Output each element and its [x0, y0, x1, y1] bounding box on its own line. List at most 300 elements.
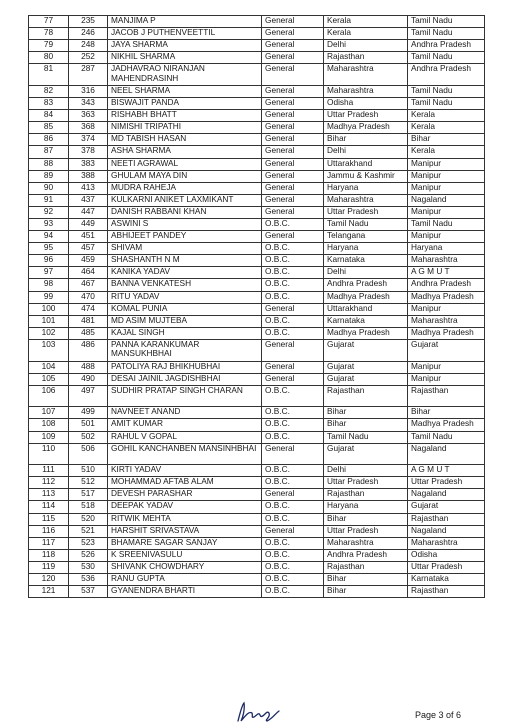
home-state-cell: Maharashtra	[324, 64, 408, 86]
allotted-cadre-cell: Manipur	[408, 206, 485, 218]
home-state-cell: Telangana	[324, 231, 408, 243]
table-row	[29, 158, 485, 170]
table-row	[29, 267, 485, 279]
home-state-cell: Rajasthan	[324, 561, 408, 573]
home-state-cell: Maharashtra	[324, 194, 408, 206]
table-row	[29, 327, 485, 339]
home-state-cell: Jammu & Kashmir	[324, 170, 408, 182]
home-state-cell: Andhra Pradesh	[324, 279, 408, 291]
serial-number-cell: 110	[29, 443, 69, 465]
allotted-cadre-cell: Tamil Nadu	[408, 28, 485, 40]
rank-cell: 521	[69, 525, 108, 537]
candidate-name-cell: KOMAL PUNIA	[108, 303, 262, 315]
rank-cell: 520	[69, 513, 108, 525]
category-cell: General	[262, 158, 324, 170]
table-row	[29, 16, 485, 28]
rank-cell: 459	[69, 255, 108, 267]
table-row	[29, 315, 485, 327]
home-state-cell: Kerala	[324, 28, 408, 40]
candidate-name-cell: MOHAMMAD AFTAB ALAM	[108, 477, 262, 489]
candidate-name-cell: BANNA VENKATESH	[108, 279, 262, 291]
allotted-cadre-cell: Manipur	[408, 373, 485, 385]
category-cell: General	[262, 98, 324, 110]
category-cell: General	[262, 194, 324, 206]
candidate-name-cell: DEVESH PARASHAR	[108, 489, 262, 501]
rank-cell: 537	[69, 586, 108, 598]
category-cell: O.B.C.	[262, 385, 324, 407]
candidate-name-cell: SHIVANK CHOWDHARY	[108, 561, 262, 573]
table-row	[29, 255, 485, 267]
category-cell: O.B.C.	[262, 574, 324, 586]
candidate-name-cell: NEETI AGRAWAL	[108, 158, 262, 170]
rank-cell: 512	[69, 477, 108, 489]
candidate-name-cell: BHAMARE SAGAR SANJAY	[108, 537, 262, 549]
candidate-name-cell: SUDHIR PRATAP SINGH CHARAN	[108, 385, 262, 407]
category-cell: General	[262, 231, 324, 243]
serial-number-cell: 95	[29, 243, 69, 255]
allotted-cadre-cell: Nagaland	[408, 443, 485, 465]
rank-cell: 502	[69, 431, 108, 443]
table-row	[29, 586, 485, 598]
table-row	[29, 339, 485, 361]
candidate-name-cell: JACOB J PUTHENVEETTIL	[108, 28, 262, 40]
home-state-cell: Bihar	[324, 574, 408, 586]
candidate-name-cell: MANJIMA P	[108, 16, 262, 28]
serial-number-cell: 107	[29, 407, 69, 419]
rank-cell: 383	[69, 158, 108, 170]
table-row	[29, 303, 485, 315]
category-cell: O.B.C.	[262, 327, 324, 339]
rank-cell: 451	[69, 231, 108, 243]
rank-cell: 248	[69, 40, 108, 52]
allotted-cadre-cell: Haryana	[408, 243, 485, 255]
home-state-cell: Andhra Pradesh	[324, 549, 408, 561]
category-cell: General	[262, 373, 324, 385]
allotted-cadre-cell: Rajasthan	[408, 385, 485, 407]
page-number: Page 3 of 6	[415, 710, 462, 720]
category-cell: O.B.C.	[262, 419, 324, 431]
category-cell: General	[262, 110, 324, 122]
allotted-cadre-cell: Uttar Pradesh	[408, 477, 485, 489]
table-row	[29, 361, 485, 373]
rank-cell: 457	[69, 243, 108, 255]
home-state-cell: Bihar	[324, 419, 408, 431]
allotted-cadre-cell: Manipur	[408, 182, 485, 194]
candidate-name-cell: NIMISHI TRIPATHI	[108, 122, 262, 134]
serial-number-cell: 112	[29, 477, 69, 489]
serial-number-cell: 88	[29, 158, 69, 170]
allotted-cadre-cell: Tamil Nadu	[408, 52, 485, 64]
serial-number-cell: 91	[29, 194, 69, 206]
allotted-cadre-cell: Tamil Nadu	[408, 85, 485, 97]
rank-cell: 464	[69, 267, 108, 279]
candidate-name-cell: RANU GUPTA	[108, 574, 262, 586]
rank-cell: 363	[69, 110, 108, 122]
serial-number-cell: 81	[29, 64, 69, 86]
table-row	[29, 170, 485, 182]
serial-number-cell: 97	[29, 267, 69, 279]
home-state-cell: Haryana	[324, 243, 408, 255]
home-state-cell: Tamil Nadu	[324, 219, 408, 231]
rank-cell: 447	[69, 206, 108, 218]
category-cell: General	[262, 52, 324, 64]
home-state-cell: Maharashtra	[324, 537, 408, 549]
candidate-name-cell: KAJAL SINGH	[108, 327, 262, 339]
home-state-cell: Tamil Nadu	[324, 431, 408, 443]
category-cell: General	[262, 443, 324, 465]
table-row	[29, 219, 485, 231]
table-row	[29, 385, 485, 407]
rank-cell: 523	[69, 537, 108, 549]
rank-cell: 252	[69, 52, 108, 64]
table-row	[29, 501, 485, 513]
candidate-name-cell: RITWIK MEHTA	[108, 513, 262, 525]
serial-number-cell: 78	[29, 28, 69, 40]
category-cell: O.B.C.	[262, 291, 324, 303]
allotted-cadre-cell: Gujarat	[408, 339, 485, 361]
serial-number-cell: 111	[29, 465, 69, 477]
category-cell: General	[262, 361, 324, 373]
home-state-cell: Madhya Pradesh	[324, 327, 408, 339]
allotted-cadre-cell: Bihar	[408, 407, 485, 419]
home-state-cell: Odisha	[324, 98, 408, 110]
home-state-cell: Uttar Pradesh	[324, 206, 408, 218]
category-cell: O.B.C.	[262, 315, 324, 327]
serial-number-cell: 99	[29, 291, 69, 303]
signature-mark	[232, 699, 288, 725]
serial-number-cell: 106	[29, 385, 69, 407]
serial-number-cell: 101	[29, 315, 69, 327]
rank-cell: 486	[69, 339, 108, 361]
serial-number-cell: 103	[29, 339, 69, 361]
serial-number-cell: 105	[29, 373, 69, 385]
rank-cell: 517	[69, 489, 108, 501]
home-state-cell: Bihar	[324, 513, 408, 525]
allotted-cadre-cell: Kerala	[408, 146, 485, 158]
home-state-cell: Kerala	[324, 16, 408, 28]
rank-cell: 474	[69, 303, 108, 315]
allotted-cadre-cell: Rajasthan	[408, 586, 485, 598]
table-row	[29, 279, 485, 291]
serial-number-cell: 100	[29, 303, 69, 315]
rank-cell: 497	[69, 385, 108, 407]
home-state-cell: Haryana	[324, 501, 408, 513]
allotted-cadre-cell: Kerala	[408, 110, 485, 122]
allotted-cadre-cell: Tamil Nadu	[408, 431, 485, 443]
rank-cell: 343	[69, 98, 108, 110]
table-body	[29, 16, 485, 598]
serial-number-cell: 115	[29, 513, 69, 525]
category-cell: General	[262, 525, 324, 537]
allotted-cadre-cell: Uttar Pradesh	[408, 561, 485, 573]
table-row	[29, 182, 485, 194]
category-cell: General	[262, 85, 324, 97]
category-cell: General	[262, 303, 324, 315]
rank-cell: 437	[69, 194, 108, 206]
allotted-cadre-cell: Tamil Nadu	[408, 16, 485, 28]
home-state-cell: Rajasthan	[324, 489, 408, 501]
allotted-cadre-cell: Manipur	[408, 231, 485, 243]
candidate-name-cell: KIRTI YADAV	[108, 465, 262, 477]
category-cell: General	[262, 170, 324, 182]
home-state-cell: Karnataka	[324, 315, 408, 327]
serial-number-cell: 117	[29, 537, 69, 549]
home-state-cell: Madhya Pradesh	[324, 291, 408, 303]
candidate-name-cell: ABHIJEET PANDEY	[108, 231, 262, 243]
candidate-name-cell: HARSHIT SRIVASTAVA	[108, 525, 262, 537]
table-row	[29, 477, 485, 489]
table-row	[29, 194, 485, 206]
candidate-name-cell: ASWINI S	[108, 219, 262, 231]
table-row	[29, 561, 485, 573]
category-cell: O.B.C.	[262, 501, 324, 513]
candidate-name-cell: SHASHANTH N M	[108, 255, 262, 267]
category-cell: O.B.C.	[262, 561, 324, 573]
candidate-name-cell: AMIT KUMAR	[108, 419, 262, 431]
serial-number-cell: 96	[29, 255, 69, 267]
allotted-cadre-cell: Madhya Pradesh	[408, 327, 485, 339]
allotted-cadre-cell: Andhra Pradesh	[408, 40, 485, 52]
allotted-cadre-cell: Manipur	[408, 361, 485, 373]
allotted-cadre-cell: Tamil Nadu	[408, 219, 485, 231]
table-row	[29, 513, 485, 525]
allotted-cadre-cell: Manipur	[408, 158, 485, 170]
serial-number-cell: 84	[29, 110, 69, 122]
home-state-cell: Gujarat	[324, 443, 408, 465]
category-cell: General	[262, 16, 324, 28]
serial-number-cell: 90	[29, 182, 69, 194]
allotted-cadre-cell: Maharashtra	[408, 255, 485, 267]
rank-cell: 235	[69, 16, 108, 28]
category-cell: General	[262, 339, 324, 361]
rank-cell: 499	[69, 407, 108, 419]
home-state-cell: Bihar	[324, 134, 408, 146]
candidate-name-cell: PATOLIYA RAJ BHIKHUBHAI	[108, 361, 262, 373]
allotted-cadre-cell: Madhya Pradesh	[408, 419, 485, 431]
home-state-cell: Uttarakhand	[324, 158, 408, 170]
allotted-cadre-cell: Andhra Pradesh	[408, 279, 485, 291]
home-state-cell: Uttar Pradesh	[324, 110, 408, 122]
home-state-cell: Uttar Pradesh	[324, 477, 408, 489]
serial-number-cell: 120	[29, 574, 69, 586]
candidate-name-cell: DANISH RABBANI KHAN	[108, 206, 262, 218]
candidate-name-cell: DESAI JAINIL JAGDISHBHAI	[108, 373, 262, 385]
category-cell: O.B.C.	[262, 549, 324, 561]
serial-number-cell: 104	[29, 361, 69, 373]
table-row	[29, 110, 485, 122]
table-row	[29, 52, 485, 64]
category-cell: General	[262, 182, 324, 194]
table-row	[29, 525, 485, 537]
home-state-cell: Delhi	[324, 40, 408, 52]
candidate-name-cell: ASHA SHARMA	[108, 146, 262, 158]
serial-number-cell: 79	[29, 40, 69, 52]
table-row	[29, 206, 485, 218]
table-row	[29, 64, 485, 86]
serial-number-cell: 80	[29, 52, 69, 64]
category-cell: O.B.C.	[262, 255, 324, 267]
category-cell: O.B.C.	[262, 513, 324, 525]
allotted-cadre-cell: Nagaland	[408, 525, 485, 537]
serial-number-cell: 113	[29, 489, 69, 501]
table-row	[29, 291, 485, 303]
home-state-cell: Gujarat	[324, 373, 408, 385]
table-row	[29, 443, 485, 465]
serial-number-cell: 116	[29, 525, 69, 537]
rank-cell: 518	[69, 501, 108, 513]
candidate-name-cell: JADHAVRAO NIRANJAN MAHENDRASINH	[108, 64, 262, 86]
serial-number-cell: 108	[29, 419, 69, 431]
allotted-cadre-cell: Odisha	[408, 549, 485, 561]
candidate-name-cell: JAYA SHARMA	[108, 40, 262, 52]
rank-cell: 536	[69, 574, 108, 586]
home-state-cell: Delhi	[324, 465, 408, 477]
serial-number-cell: 92	[29, 206, 69, 218]
rank-cell: 530	[69, 561, 108, 573]
category-cell: General	[262, 64, 324, 86]
category-cell: O.B.C.	[262, 243, 324, 255]
table-row	[29, 85, 485, 97]
rank-cell: 413	[69, 182, 108, 194]
candidate-name-cell: SHIVAM	[108, 243, 262, 255]
serial-number-cell: 93	[29, 219, 69, 231]
category-cell: O.B.C.	[262, 537, 324, 549]
candidate-name-cell: RAHUL V GOPAL	[108, 431, 262, 443]
category-cell: O.B.C.	[262, 431, 324, 443]
allotted-cadre-cell: Gujarat	[408, 501, 485, 513]
candidate-name-cell: NAVNEET ANAND	[108, 407, 262, 419]
serial-number-cell: 119	[29, 561, 69, 573]
candidate-name-cell: MD ASIM MUJTEBA	[108, 315, 262, 327]
rank-cell: 488	[69, 361, 108, 373]
allotted-cadre-cell: Manipur	[408, 170, 485, 182]
serial-number-cell: 109	[29, 431, 69, 443]
allotted-cadre-cell: Andhra Pradesh	[408, 64, 485, 86]
home-state-cell: Bihar	[324, 407, 408, 419]
category-cell: O.B.C.	[262, 407, 324, 419]
rank-cell: 501	[69, 419, 108, 431]
allotted-cadre-cell: Bihar	[408, 134, 485, 146]
category-cell: O.B.C.	[262, 219, 324, 231]
candidate-name-cell: KANIKA YADAV	[108, 267, 262, 279]
table-row	[29, 407, 485, 419]
candidate-name-cell: GYANENDRA BHARTI	[108, 586, 262, 598]
allotted-cadre-cell: Manipur	[408, 303, 485, 315]
home-state-cell: Madhya Pradesh	[324, 122, 408, 134]
candidate-name-cell: RITU YADAV	[108, 291, 262, 303]
serial-number-cell: 102	[29, 327, 69, 339]
serial-number-cell: 77	[29, 16, 69, 28]
serial-number-cell: 98	[29, 279, 69, 291]
category-cell: General	[262, 146, 324, 158]
candidate-name-cell: NIKHIL SHARMA	[108, 52, 262, 64]
allotted-cadre-cell: Karnataka	[408, 574, 485, 586]
allotted-cadre-cell: Rajasthan	[408, 513, 485, 525]
allotted-cadre-cell: Madhya Pradesh	[408, 291, 485, 303]
serial-number-cell: 86	[29, 134, 69, 146]
rank-cell: 490	[69, 373, 108, 385]
table-row	[29, 98, 485, 110]
home-state-cell: Delhi	[324, 146, 408, 158]
table-row	[29, 419, 485, 431]
rank-cell: 481	[69, 315, 108, 327]
candidate-name-cell: RISHABH BHATT	[108, 110, 262, 122]
table-row	[29, 431, 485, 443]
category-cell: O.B.C.	[262, 279, 324, 291]
rank-cell: 388	[69, 170, 108, 182]
home-state-cell: Maharashtra	[324, 85, 408, 97]
candidate-name-cell: GOHIL KANCHANBEN MANSINHBHAI	[108, 443, 262, 465]
home-state-cell: Karnataka	[324, 255, 408, 267]
table-row	[29, 373, 485, 385]
table-row	[29, 28, 485, 40]
allotted-cadre-cell: Maharashtra	[408, 537, 485, 549]
rank-cell: 510	[69, 465, 108, 477]
allocation-table	[28, 15, 485, 598]
table-row	[29, 134, 485, 146]
category-cell: O.B.C.	[262, 586, 324, 598]
candidate-name-cell: MUDRA RAHEJA	[108, 182, 262, 194]
category-cell: General	[262, 122, 324, 134]
serial-number-cell: 89	[29, 170, 69, 182]
category-cell: O.B.C.	[262, 267, 324, 279]
table-row	[29, 231, 485, 243]
allotted-cadre-cell: Maharashtra	[408, 315, 485, 327]
home-state-cell: Rajasthan	[324, 52, 408, 64]
rank-cell: 316	[69, 85, 108, 97]
candidate-name-cell: BISWAJIT PANDA	[108, 98, 262, 110]
allotted-cadre-cell: Nagaland	[408, 194, 485, 206]
serial-number-cell: 85	[29, 122, 69, 134]
candidate-name-cell: GHULAM MAYA DIN	[108, 170, 262, 182]
rank-cell: 287	[69, 64, 108, 86]
home-state-cell: Gujarat	[324, 361, 408, 373]
table-row	[29, 574, 485, 586]
category-cell: General	[262, 134, 324, 146]
home-state-cell: Uttar Pradesh	[324, 525, 408, 537]
table-row	[29, 40, 485, 52]
allotted-cadre-cell: Tamil Nadu	[408, 98, 485, 110]
category-cell: O.B.C.	[262, 477, 324, 489]
serial-number-cell: 114	[29, 501, 69, 513]
home-state-cell: Delhi	[324, 267, 408, 279]
candidate-name-cell: PANNA KARANKUMAR MANSUKHBHAI	[108, 339, 262, 361]
rank-cell: 470	[69, 291, 108, 303]
table-row	[29, 465, 485, 477]
category-cell: General	[262, 206, 324, 218]
home-state-cell: Rajasthan	[324, 385, 408, 407]
table-row	[29, 146, 485, 158]
serial-number-cell: 83	[29, 98, 69, 110]
candidate-name-cell: DEEPAK YADAV	[108, 501, 262, 513]
rank-cell: 485	[69, 327, 108, 339]
home-state-cell: Gujarat	[324, 339, 408, 361]
category-cell: General	[262, 28, 324, 40]
table-row	[29, 549, 485, 561]
candidate-name-cell: KULKARNI ANIKET LAXMIKANT	[108, 194, 262, 206]
home-state-cell: Uttarakhand	[324, 303, 408, 315]
rank-cell: 378	[69, 146, 108, 158]
rank-cell: 467	[69, 279, 108, 291]
candidate-name-cell: K SREENIVASULU	[108, 549, 262, 561]
serial-number-cell: 118	[29, 549, 69, 561]
allotted-cadre-cell: A G M U T	[408, 267, 485, 279]
serial-number-cell: 82	[29, 85, 69, 97]
allotted-cadre-cell: A G M U T	[408, 465, 485, 477]
table-row	[29, 489, 485, 501]
rank-cell: 506	[69, 443, 108, 465]
allotted-cadre-cell: Kerala	[408, 122, 485, 134]
